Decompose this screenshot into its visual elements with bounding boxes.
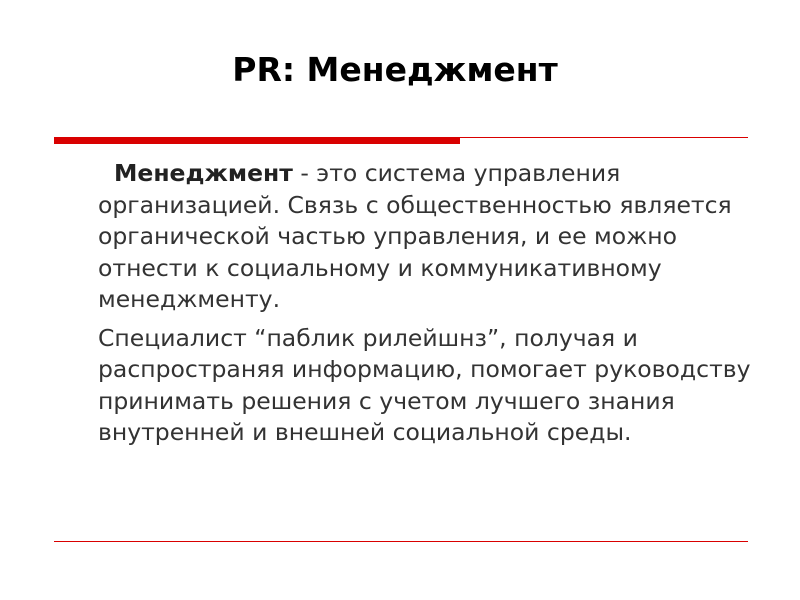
paragraph-definition [98, 158, 758, 316]
specialist-text: Специалист “паблик рилейшнз”, получая и распространяя информацию, помогает руководству принимать решения с учетом лучшего знания внутренней и внешней социальной среды. [98, 323, 751, 446]
definition-text: - это система управления организацией. Связь с общественностью является органической частью управления, и ее можно отнести к социальному и коммуникативному менеджменту. [98, 159, 732, 313]
defined-term: Менеджмент [114, 159, 293, 187]
title-underline-thin [460, 137, 748, 138]
slide-title: PR: Менеджмент [232, 50, 558, 89]
bottom-divider [54, 541, 748, 542]
slide-body [98, 158, 758, 449]
title-underline-thick [54, 137, 460, 144]
paragraph-specialist [98, 323, 758, 449]
